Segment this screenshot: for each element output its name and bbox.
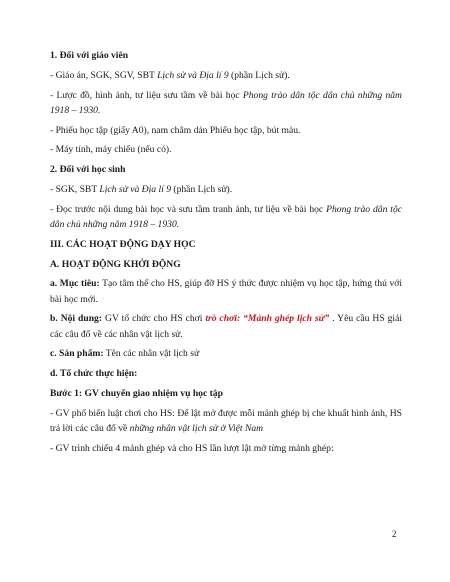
content-suffix: . Yêu cầu HS giải các câu đố về các nhân vật lịch sử. [50,313,403,340]
content-paragraph [50,311,402,341]
student-item-1-suffix: (phần Lịch sử). [171,183,233,195]
teacher-item-1 [50,68,402,83]
step1-item-1 [50,406,402,436]
student-item-1 [50,182,402,197]
step1-heading: Bước 1: GV chuyển giao nhiệm vụ học tập [50,387,223,399]
step1-item-2: - GV trình chiếu 4 mảnh ghép và cho HS lần lượt lật mở từng mảnh ghép: [50,442,334,454]
teacher-item-1-suffix: (phần Lịch sử). [228,69,290,81]
student-item-1-book: Lịch sử và Địa lí 9 [99,183,171,195]
step1-item-1-text: - GV phổ biến luật chơi cho HS: Để lật mở được mỗi mảnh ghép bị che khuất hình ảnh, HS trả lời các câu đố về [50,407,402,434]
student-item-1-text: - SGK, SBT [50,183,100,195]
teacher-item-3: - Phiếu học tập (giấy A0), nam châm dán Phiếu học tập, bút màu. [50,124,301,136]
activities-heading: III. CÁC HOẠT ĐỘNG DẠY HỌC [50,238,196,250]
student-item-2-lesson: Phong trào dân tộc dân chủ những năm 1918 – 1930. [50,203,402,230]
student-item-2 [50,202,402,232]
page-number: 2 [392,529,397,539]
document-page [50,48,402,456]
student-heading: 2. Đối với học sinh [50,164,126,176]
teacher-heading: 1. Đối với giáo viên [50,50,129,61]
content-text: GV tổ chức cho HS chơi [102,313,206,325]
objective-label: a. Mục tiêu: [50,278,100,290]
teacher-item-2 [50,88,402,118]
product-text: Tên các nhân vật lịch sử [103,348,200,360]
product-label: c. Sản phẩm: [50,348,104,360]
teacher-item-2-lesson: Phong trào dân tộc dân chủ những năm 1918 – 1930. [50,89,402,116]
activity-a-heading: A. HOẠT ĐỘNG KHỞI ĐỘNG [50,258,181,270]
product-paragraph [50,346,402,361]
game-name: trò chơi: “Mảnh ghép lịch sử” [205,313,330,325]
objective-text: Tạo tâm thế cho HS, giúp đỡ HS ý thức được nhiệm vụ học tập, hứng thú với bài học mới. [50,278,403,305]
teacher-item-2-text: - Lược đồ, hình ảnh, tư liệu sưu tầm về bài học [50,89,243,101]
teacher-item-1-text: - Giáo án, SGK, SGV, SBT [50,69,158,81]
organize-heading: d. Tổ chức thực hiện: [50,368,138,380]
objective-paragraph [50,276,402,306]
student-item-2-text: - Đọc trước nội dung bài học và sưu tầm tranh ảnh, tư liệu về bài học [50,203,327,215]
content-label: b. Nội dung: [50,313,103,325]
step1-item-1-topic: những nhân vật lịch sử ở Việt Nam [129,422,264,434]
teacher-item-4: - Máy tính, máy chiếu (nếu có). [50,144,172,156]
teacher-item-1-book: Lịch sử và Địa lí 9 [157,69,229,81]
